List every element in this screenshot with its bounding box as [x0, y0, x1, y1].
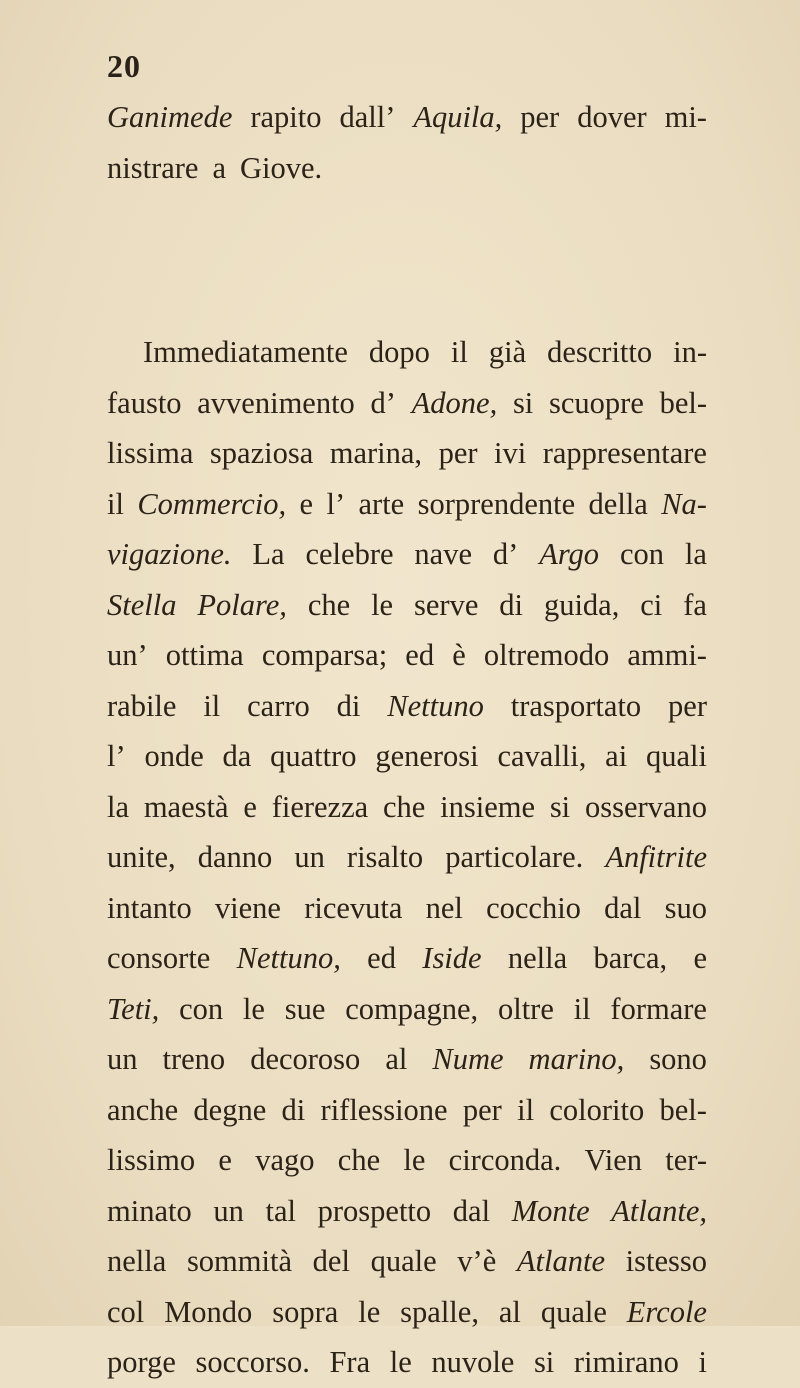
word: Stella	[107, 587, 177, 622]
text-line	[107, 1236, 707, 1287]
word: che	[307, 587, 351, 622]
word: per	[668, 688, 707, 723]
word: scuopre	[549, 385, 644, 420]
word: quale	[540, 1294, 607, 1329]
word: Ercole	[626, 1294, 707, 1329]
caption-word: rapito	[250, 100, 322, 134]
word: insieme	[440, 789, 535, 824]
word: le	[371, 587, 394, 622]
word: viene	[214, 890, 281, 925]
word: osservano	[584, 789, 707, 824]
word: tal	[265, 1193, 296, 1228]
word: sue	[284, 991, 326, 1026]
word: nuvole	[431, 1345, 515, 1379]
word: celebre	[305, 537, 394, 571]
word: Immediatamente	[143, 335, 348, 369]
text-line	[107, 630, 707, 681]
word: il	[573, 991, 591, 1026]
word: oltremodo	[483, 638, 610, 672]
word: ai	[605, 739, 628, 773]
word: e	[243, 789, 257, 824]
word: circonda.	[448, 1143, 562, 1177]
word: spaziosa	[209, 436, 314, 470]
word: nel	[425, 890, 463, 925]
word: il	[517, 1092, 535, 1127]
word: ivi	[494, 436, 527, 470]
text-line	[107, 883, 707, 934]
page-number: 20	[107, 48, 141, 84]
word: bel-	[659, 385, 707, 420]
word: sopra	[272, 1294, 339, 1329]
word: Iside	[422, 941, 482, 975]
text-line	[107, 529, 707, 580]
word: dopo	[368, 335, 430, 369]
word: lissima	[107, 436, 194, 470]
word: un	[213, 1193, 244, 1228]
text-line	[107, 327, 707, 378]
word: Argo	[539, 537, 600, 571]
caption-word: nistrare	[107, 150, 199, 185]
word: Monte	[511, 1193, 590, 1228]
word: porge	[107, 1345, 176, 1379]
word: vago	[255, 1143, 315, 1177]
word: serve	[414, 587, 479, 622]
word: fa	[683, 587, 707, 622]
word: nave	[414, 537, 472, 571]
word: rimirano	[573, 1345, 679, 1379]
word: La	[252, 537, 285, 571]
caption-word: per	[520, 100, 560, 134]
word: si	[512, 385, 534, 420]
caption-word: dall’	[339, 100, 396, 134]
word: arte	[358, 486, 405, 521]
caption-line	[107, 92, 707, 143]
word: un	[294, 840, 325, 874]
illustration-caption	[107, 92, 707, 193]
word: riflessione	[320, 1092, 448, 1127]
word: nella	[107, 1244, 167, 1278]
caption-word: Giove.	[240, 150, 323, 185]
word: al	[385, 1042, 408, 1076]
word: barca,	[593, 941, 668, 975]
word: da	[222, 739, 252, 773]
word: Anfitrite	[605, 840, 707, 874]
word: treno	[162, 1042, 226, 1076]
word: ter-	[665, 1143, 707, 1177]
text-line	[107, 1085, 707, 1136]
word: di	[336, 688, 361, 723]
body-paragraph	[107, 327, 707, 1388]
text-line	[107, 1186, 707, 1237]
word: Polare,	[197, 587, 287, 622]
word: che	[337, 1143, 381, 1177]
word: le	[403, 1143, 426, 1177]
word: degne	[193, 1092, 267, 1127]
word: per	[462, 1092, 502, 1127]
word: spalle,	[400, 1294, 479, 1329]
word: con	[619, 537, 664, 571]
word: le	[389, 1345, 412, 1379]
word: v’è	[457, 1244, 497, 1278]
text-line	[107, 782, 707, 833]
word: sorprendente	[417, 486, 576, 521]
word: decoroso	[250, 1042, 361, 1076]
word: bel-	[659, 1092, 707, 1127]
word: onde	[144, 739, 204, 773]
word: e	[693, 941, 707, 975]
word: il	[203, 688, 221, 723]
word: minato	[107, 1193, 192, 1228]
word: nella	[507, 941, 568, 975]
word: già	[488, 335, 527, 369]
word: la	[107, 789, 130, 824]
word: è	[452, 638, 466, 672]
word: rappresentare	[542, 436, 707, 470]
word: maestà	[143, 789, 229, 824]
word: Teti,	[107, 991, 160, 1026]
word: Nettuno	[387, 688, 484, 723]
word: e	[218, 1143, 232, 1177]
word: col	[107, 1294, 145, 1329]
word: Nume	[432, 1042, 504, 1076]
word: ammi-	[627, 638, 707, 672]
word: quattro	[270, 739, 357, 773]
word: della	[588, 486, 648, 521]
word: ricevuta	[304, 890, 403, 925]
word: si	[533, 1345, 555, 1379]
word: le	[242, 991, 265, 1026]
word: al	[498, 1294, 521, 1329]
word: unite,	[107, 840, 176, 874]
word: particolare.	[445, 840, 584, 874]
word: cocchio	[486, 890, 581, 925]
word: Commercio,	[137, 486, 287, 521]
text-line	[107, 731, 707, 782]
word: il	[450, 335, 468, 369]
text-line	[107, 479, 707, 530]
word: formare	[610, 991, 707, 1026]
word: ottima	[165, 638, 244, 672]
word: anche	[107, 1092, 179, 1127]
text-line	[107, 1337, 707, 1388]
word: Mondo	[164, 1294, 253, 1329]
word: d’	[370, 385, 396, 420]
word: fausto	[107, 385, 182, 420]
word: istesso	[625, 1244, 707, 1278]
word: intanto	[107, 890, 192, 925]
text-line	[107, 832, 707, 883]
text-line	[107, 984, 707, 1035]
word: consorte	[107, 941, 211, 975]
word: risalto	[346, 840, 424, 874]
word: soccorso.	[195, 1345, 310, 1379]
word: per	[438, 436, 478, 470]
text-line	[107, 1034, 707, 1085]
word: Atlante,	[611, 1193, 707, 1228]
word: avvenimento	[197, 385, 355, 420]
text-line	[107, 378, 707, 429]
word: marina,	[329, 436, 423, 470]
word: d’	[492, 537, 519, 571]
caption-word: dover	[577, 100, 647, 134]
word: Vien	[584, 1143, 643, 1177]
word: dal	[604, 890, 642, 925]
word: le	[358, 1294, 381, 1329]
word: suo	[664, 890, 707, 925]
word: che	[382, 789, 426, 824]
word: vigazione.	[107, 537, 232, 571]
word: trasportato	[510, 688, 642, 723]
word: sommità	[186, 1244, 292, 1278]
word: Adone,	[411, 385, 498, 420]
text-line	[107, 681, 707, 732]
caption-word: Ganimede	[107, 100, 233, 134]
word: danno	[197, 840, 273, 874]
word: la	[684, 537, 707, 571]
word: l’	[107, 739, 126, 773]
word: rabile	[107, 688, 177, 723]
word: si	[549, 789, 571, 824]
word: guida,	[543, 587, 620, 622]
word: comparsa;	[261, 638, 388, 672]
word: il	[107, 486, 124, 521]
word: l’	[326, 486, 346, 521]
caption-line	[107, 143, 707, 194]
word: marino,	[528, 1042, 625, 1076]
word: del	[312, 1244, 350, 1278]
word: fierezza	[271, 789, 369, 824]
caption-word: Aquila,	[413, 100, 503, 134]
word: con	[179, 991, 224, 1026]
word: Nettuno,	[236, 941, 341, 975]
word: generosi	[375, 739, 479, 773]
word: prospetto	[317, 1193, 432, 1228]
word: oltre	[497, 991, 554, 1026]
word: dal	[452, 1193, 491, 1228]
word: in-	[673, 335, 707, 369]
word: quali	[645, 739, 707, 773]
caption-word: mi-	[664, 100, 707, 134]
word: ci	[640, 587, 663, 622]
word: Atlante	[516, 1244, 605, 1278]
word: carro	[247, 688, 310, 723]
word: un	[107, 1042, 138, 1076]
text-line	[107, 1135, 707, 1186]
word: quale	[370, 1244, 437, 1278]
word: i	[698, 1345, 707, 1379]
word: sono	[649, 1042, 707, 1076]
word: colorito	[549, 1092, 645, 1127]
word: lissimo	[107, 1143, 196, 1177]
text-line	[107, 428, 707, 479]
text-line	[107, 580, 707, 631]
word: compagne,	[345, 991, 479, 1026]
text-line	[107, 933, 707, 984]
word: di	[281, 1092, 306, 1127]
word: di	[499, 587, 524, 622]
word: e	[299, 486, 314, 521]
word: ed	[367, 941, 396, 975]
caption-word: a	[212, 150, 227, 185]
word: ed	[405, 638, 435, 672]
word: un’	[107, 638, 148, 672]
word: Na-	[661, 486, 707, 521]
word: descritto	[547, 335, 653, 369]
word: Fra	[329, 1345, 371, 1379]
word: cavalli,	[497, 739, 587, 773]
text-line	[107, 1287, 707, 1338]
